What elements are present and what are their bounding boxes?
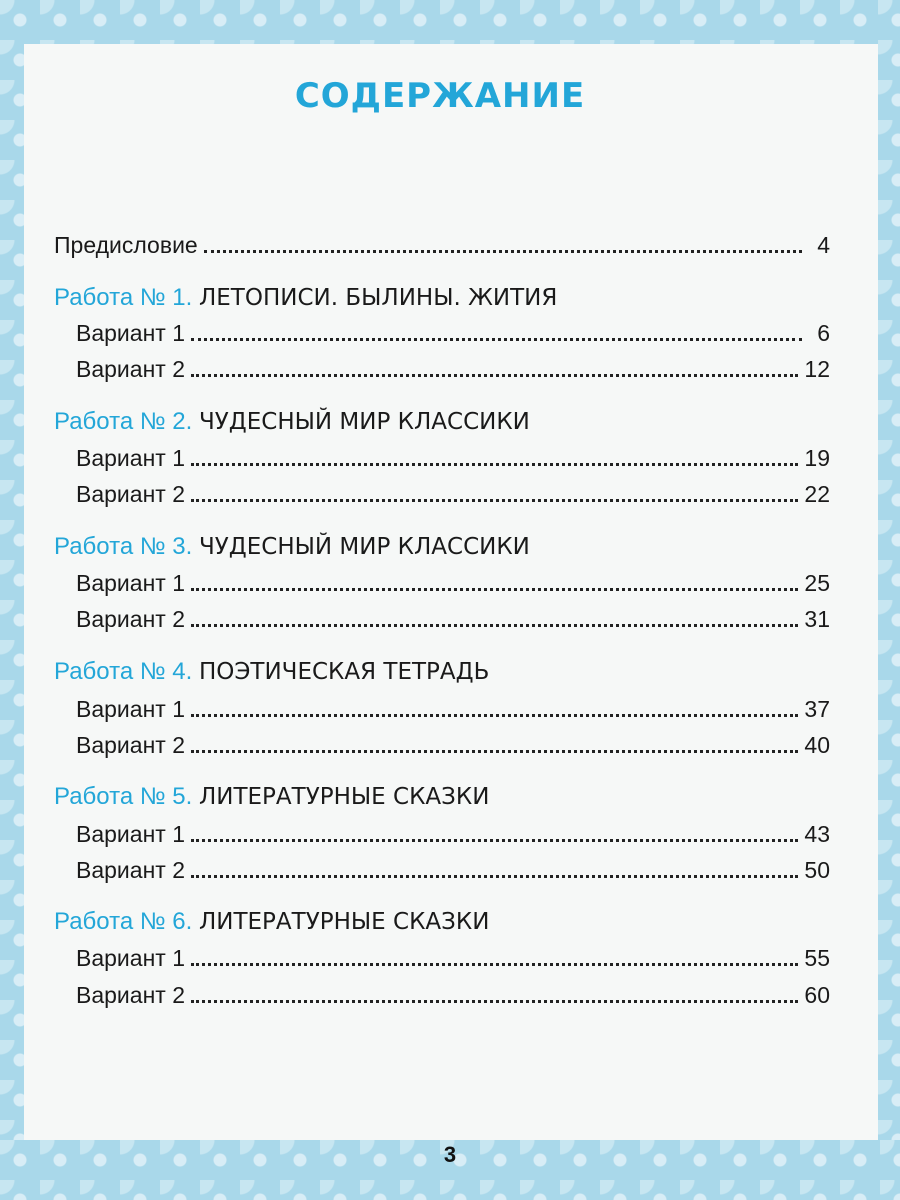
toc-entry-page: 12 — [804, 356, 830, 382]
section-number: Работа № 6. — [54, 908, 193, 935]
toc-entry-label: Вариант 1 — [76, 945, 185, 971]
toc-entry-page: 22 — [804, 481, 830, 507]
toc-entry-page: 19 — [804, 445, 830, 471]
section-name: ЛИТЕРАТУРНЫЕ СКАЗКИ — [198, 784, 490, 810]
toc-entry-label: Вариант 2 — [76, 732, 185, 758]
section-number: Работа № 2. — [54, 408, 193, 435]
toc-entry-page: 6 — [817, 320, 830, 346]
toc-entry-3-1[interactable] — [76, 570, 830, 597]
toc-entry-page: 60 — [804, 982, 830, 1008]
section-heading-1[interactable] — [54, 284, 854, 312]
section-heading-2[interactable] — [54, 408, 854, 436]
toc-entry-page: 31 — [804, 606, 830, 632]
section-name: ЛИТЕРАТУРНЫЕ СКАЗКИ — [198, 909, 490, 935]
section-name: ПОЭТИЧЕСКАЯ ТЕТРАДЬ — [198, 659, 490, 685]
leader-dots — [191, 1000, 798, 1003]
leader-dots — [191, 714, 798, 717]
section-heading-3[interactable] — [54, 533, 854, 561]
section-name: ЧУДЕСНЫЙ МИР КЛАССИКИ — [198, 409, 530, 435]
leader-dots — [191, 750, 798, 753]
toc-entry-page: 4 — [817, 232, 830, 258]
toc-entry-label: Вариант 1 — [76, 570, 185, 596]
toc-entry-label: Вариант 1 — [76, 320, 185, 346]
page-title: СОДЕРЖАНИЕ — [294, 76, 586, 116]
leader-dots — [191, 875, 798, 878]
toc-entry-page: 25 — [804, 570, 830, 596]
section-heading-4[interactable] — [54, 658, 854, 686]
lace-border-left — [0, 0, 24, 1200]
toc-entry-label: Вариант 2 — [76, 356, 185, 382]
page-number: 3 — [443, 1142, 457, 1167]
toc-entry-4-2[interactable] — [76, 732, 830, 759]
leader-dots — [191, 463, 798, 466]
toc-entry-1-2[interactable] — [76, 356, 830, 383]
toc-entry-page: 43 — [804, 821, 830, 847]
section-name: ЛЕТОПИСИ. БЫЛИНЫ. ЖИТИЯ — [198, 285, 558, 311]
toc-entry-3-2[interactable] — [76, 606, 830, 633]
leader-dots — [191, 374, 798, 377]
leader-dots — [191, 839, 798, 842]
toc-entry-page: 55 — [804, 945, 830, 971]
toc-entry-5-2[interactable] — [76, 857, 830, 884]
section-number: Работа № 5. — [54, 783, 193, 810]
toc-entry-1-1[interactable] — [76, 320, 830, 347]
toc-entry-label: Вариант 2 — [76, 982, 185, 1008]
section-heading-6[interactable] — [54, 908, 854, 936]
leader-dots — [191, 499, 798, 502]
toc-entry-2-2[interactable] — [76, 481, 830, 508]
toc-entry-6-2[interactable] — [76, 982, 830, 1009]
toc-entry-label: Вариант 2 — [76, 481, 185, 507]
section-name: ЧУДЕСНЫЙ МИР КЛАССИКИ — [198, 534, 530, 560]
leader-dots — [191, 588, 798, 591]
lace-border-right — [878, 0, 900, 1200]
toc-entry-label: Вариант 1 — [76, 696, 185, 722]
leader-dots — [191, 338, 802, 341]
section-heading-5[interactable] — [54, 783, 854, 811]
leader-dots — [191, 963, 798, 966]
lace-border-top — [0, 0, 900, 44]
toc-entry-4-1[interactable] — [76, 696, 830, 723]
toc-entry-label: Вариант 1 — [76, 445, 185, 471]
toc-entry-label: Предисловие — [54, 232, 198, 258]
toc-entry-2-1[interactable] — [76, 445, 830, 472]
toc-entry-label: Вариант 1 — [76, 821, 185, 847]
toc-entry-label: Вариант 2 — [76, 857, 185, 883]
toc-entry-5-1[interactable] — [76, 821, 830, 848]
toc-entry-page: 37 — [804, 696, 830, 722]
toc-entry-page: 50 — [804, 857, 830, 883]
toc-entry-preface[interactable] — [54, 232, 830, 259]
leader-dots — [191, 624, 798, 627]
leader-dots — [204, 250, 802, 253]
section-number: Работа № 1. — [54, 284, 193, 311]
section-number: Работа № 3. — [54, 533, 193, 560]
section-number: Работа № 4. — [54, 658, 193, 685]
toc-entry-label: Вариант 2 — [76, 606, 185, 632]
toc-entry-6-1[interactable] — [76, 945, 830, 972]
toc-entry-page: 40 — [804, 732, 830, 758]
